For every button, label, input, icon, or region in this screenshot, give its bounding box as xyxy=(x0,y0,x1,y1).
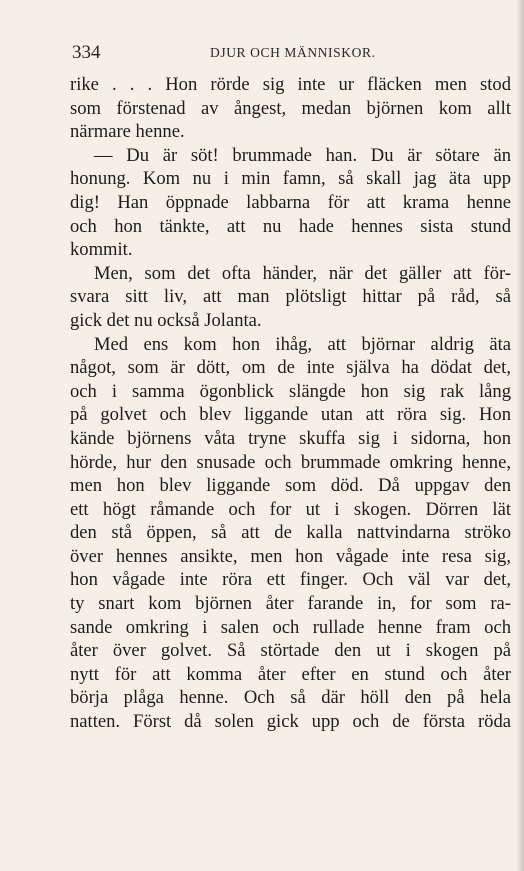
page-number: 334 xyxy=(72,42,101,63)
text-line: dig! Han öppnade labbarna för att krama henne xyxy=(70,191,511,213)
text-line: och hon tänkte, att nu hade hennes sista stund xyxy=(70,215,511,237)
text-line: åter över golvet. Så störtade den ut i skogen på xyxy=(70,640,511,662)
text-line: hon vågade inte röra ett finger. Och väl var det, xyxy=(70,569,511,591)
paragraph xyxy=(70,144,511,262)
text-line: ett högt råmande och for ut i skogen. Dörren lät xyxy=(70,498,511,520)
text-line: ty snart kom björnen åter farande in, for som ra- xyxy=(70,593,511,615)
text-line: Men, som det ofta händer, när det gäller att för- xyxy=(94,262,511,284)
text-line: nytt för att komma åter efter en stund och åter xyxy=(70,663,511,685)
paragraph xyxy=(70,73,511,144)
running-head: DJUR OCH MÄNNISKOR. xyxy=(210,45,376,60)
text-line: närmare henne. xyxy=(70,121,185,143)
text-line: den stå öppen, så att de kalla nattvindarna strökо xyxy=(70,522,511,544)
page-edge-shadow xyxy=(516,0,524,871)
text-line: som förstenad av ångest, medan björnen kom allt xyxy=(70,97,511,119)
text-line: gick det nu också Jolanta. xyxy=(70,309,262,331)
text-line: över hennes ansikte, men hon vågade inte resa sig, xyxy=(70,545,511,567)
text-line: börja plåga henne. Och så där höll den på hela xyxy=(70,687,511,709)
text-line: hörde, hur den snusade och brummade omkring henne, xyxy=(70,451,511,473)
text-line: men hon blev liggande som död. Då uppgav den xyxy=(70,475,511,497)
text-line: natten. Först då solen gick upp och de första röda xyxy=(70,711,511,733)
text-line: på golvet och blev liggande utan att röra sig. Hon xyxy=(70,404,511,426)
text-line: — Du är söt! brummade han. Du är sötare än xyxy=(94,144,511,166)
text-line: svara sitt liv, att man plötsligt hittar på råd, så xyxy=(70,286,511,308)
text-line: kommit. xyxy=(70,239,133,261)
text-line: rike . . . Hon rörde sig inte ur fläcken men stod xyxy=(70,74,511,95)
text-line: och i samma ögonblick slängde hon sig rak lång xyxy=(70,380,511,402)
page-header xyxy=(72,42,512,66)
text-line: Med ens kom hon ihåg, att björnar aldrig äta xyxy=(94,333,511,355)
text-line: sande omkring i salen och rullade henne fram och xyxy=(70,616,511,638)
text-line: honung. Kom nu i min famn, så skall jag äta upp xyxy=(70,168,511,190)
paragraph xyxy=(70,262,511,333)
text-line: något, som är dött, om de inte själva ha dödat det, xyxy=(70,357,511,379)
paragraph xyxy=(70,333,511,734)
body-text xyxy=(70,73,511,734)
text-line: kände björnens våta tryne skuffa sig i sidorna, hon xyxy=(70,427,511,449)
